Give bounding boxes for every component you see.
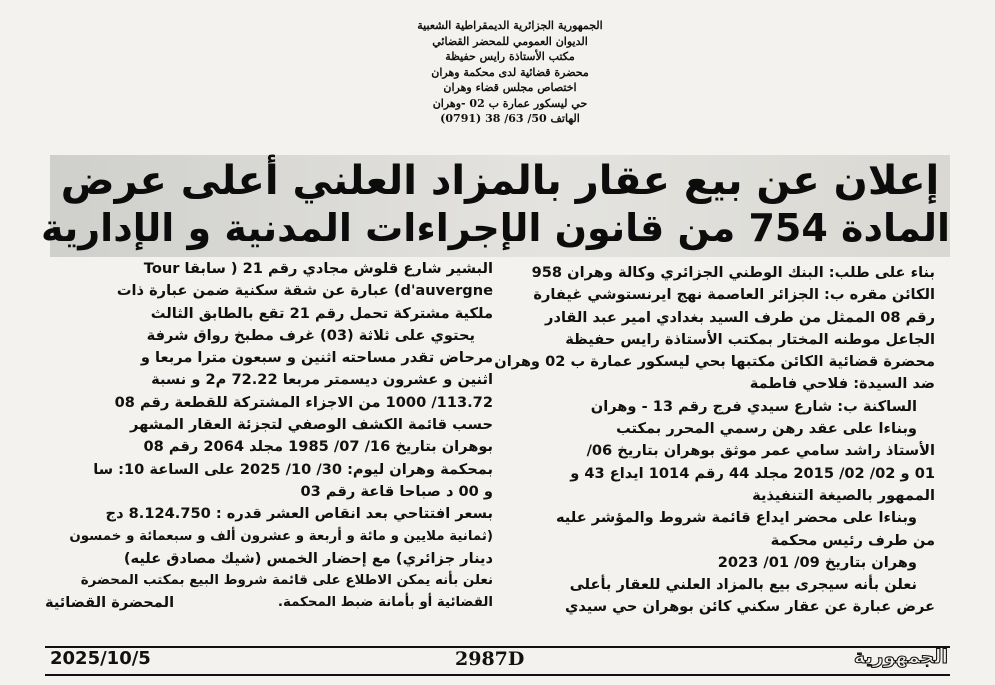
text-line: نعلن بأنه يمكن الاطلاع على قائمة شروط البيع بمكتب المحضرة	[80, 573, 493, 589]
header-line: حي ليسكور عمارة ب 02 -وهران	[432, 96, 588, 110]
text-line: حسب قائمة الكشف الوصفي لتجزئة العقار المشهر	[130, 416, 493, 434]
text-line: الساكنة ب: شارع سيدي فرج رقم 13 - وهران	[590, 397, 917, 415]
issue-date: 2025/10/5	[50, 648, 151, 669]
text-line: ضد السيدة: فلاحي فاطمة	[749, 375, 935, 393]
issue-number: 2987D	[455, 648, 525, 670]
header-line: مكتب الأستاذة رايس حفيظة	[445, 50, 575, 63]
text-line: من طرف رئيس محكمة	[770, 531, 935, 549]
text-line: يحتوي على ثلاثة (03) غرف مطبخ رواق شرفة	[146, 326, 475, 344]
text-line: 113.72/ 1000 من الاجزاء المشتركة للقطعة رقم 08	[114, 393, 493, 411]
text-line: (ثمانية ملايين و مائة و أربعة و عشرون ألف و سبعمائة و خمسون	[69, 528, 493, 544]
text-line: نعلن بأنه سيجرى بيع بالمزاد العلني للعقار بأعلى	[569, 576, 917, 594]
text-line: اثنين و عشرون ديسمتر مربعا 72.22 م2 و نسبة	[151, 371, 493, 389]
text-line: 01 و 02/ 02/ 2015 مجلد 44 رقم 1014 ايداع 43 و	[570, 464, 935, 482]
text-line: القضائية أو بأمانة ضبط المحكمة.	[277, 595, 493, 611]
header-line: محضرة قضائية لدى محكمة وهران	[431, 65, 589, 79]
header-line: الهاتف 50/ 63/ 38 (0791)	[440, 112, 580, 125]
text-line: الكائن مقره ب: الجزائر العاصمة نهج ايرنستوشي غيفارة	[533, 286, 935, 304]
text-line: الأستاذ راشد سامي عمر موثق بوهران بتاريخ 06/	[586, 442, 935, 460]
text-line: و 00 د صباحا قاعة رقم 03	[300, 482, 493, 500]
text-line: وبناءا على عقد رهن رسمي المحرر بمكتب	[616, 420, 917, 438]
text-line: بسعر افتتاحي بعد انقاص العشر قدره : 8.124.750 دج	[105, 505, 493, 523]
footer-divider	[45, 674, 950, 676]
text-line: الجاعل موطنه المختار بمكتب الأستاذة رايس حفيظة	[565, 330, 935, 348]
text-line: عرض عبارة عن عقار سكني كائن بوهران حي سيدي	[564, 598, 935, 616]
text-line: دينار جزائري) مع إحضار الخمس (شيك مصادق عليه)	[123, 549, 493, 567]
signature: المحضرة القضائية	[45, 594, 175, 612]
text-line: رقم 08 الممثل من طرف السيد بغدادي امير عبد القادر	[545, 308, 935, 326]
text-line: بوهران بتاريخ 16/ 07/ 1985 مجلد 2064 رقم 08	[143, 438, 493, 456]
text-line: مرحاض تقدر مساحته اثنين و سبعون مترا مربعا و	[140, 349, 493, 367]
bailiff-office-header	[390, 18, 630, 127]
text-line: ملكية مشتركة تحمل رقم 21 تقع بالطابق الثالث	[150, 304, 493, 322]
text-line: وبناءا على محضر ايداع قائمة شروط والمؤشر عليه	[555, 509, 917, 527]
text-line: d'auvergne) عبارة عن شقة سكنية ضمن عبارة ذات	[116, 282, 493, 300]
text-line: وهران بتاريخ 09/ 01/ 2023	[717, 553, 917, 571]
headline-title: إعلان عن بيع عقار بالمزاد العلني أعلى عرض	[60, 158, 940, 204]
left-text-column	[45, 258, 493, 615]
header-line: الديوان العمومي للمحضر القضائي	[432, 34, 588, 48]
header-line: اختصاص مجلس قضاء وهران	[443, 81, 577, 94]
text-line: بمحكمة وهران ليوم: 30/ 10/ 2025 على الساعة 10: سا	[93, 460, 493, 478]
text-line: بناء على طلب: البنك الوطني الجزائري وكالة وهران 958	[531, 264, 935, 281]
text-line: محضرة قضائية الكائن مكتبها بحي ليسكور عمارة ب 02 وهران	[494, 353, 935, 371]
text-line: الممهور بالصيغة التنفيذية	[752, 486, 935, 504]
headline-subtitle: المادة 754 من قانون الإجراءات المدنية و الإدارية	[40, 206, 950, 250]
closing-line	[45, 592, 493, 614]
header-line: الجمهورية الجزائرية الديمقراطية الشعبية	[417, 19, 603, 32]
right-text-column	[494, 262, 935, 619]
text-line: البشير شارع قلوش مجادي رقم 21 ( سابقا Tour	[143, 260, 493, 277]
newspaper-logo: الجمهورية	[853, 646, 948, 668]
